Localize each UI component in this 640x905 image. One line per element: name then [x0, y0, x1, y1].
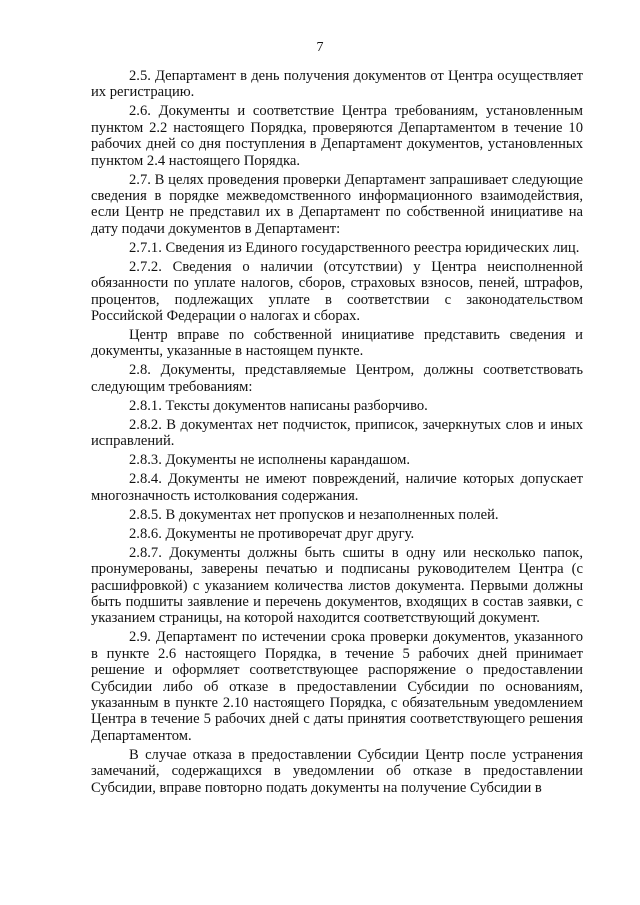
paragraph-2-8-3: 2.8.3. Документы не исполнены карандашом. [129, 452, 411, 469]
paragraph-2-8-2: 2.8.2. В документах нет подчисток, приписок, зачеркнутых слов и иных исправлений. [91, 416, 583, 450]
paragraph-2-8-5: 2.8.5. В документах нет пропусков и незаполненных полей. [129, 506, 499, 523]
paragraph-2-6: 2.6. Документы и соответствие Центра требованиям, установленным пунктом 2.2 настоящего Порядка, проверяются Департаментом в течение 10 рабочих дней со дня поступления в Департамент документов, установленных пунктом 2.4 настоящего Порядка. [91, 103, 583, 169]
paragraph-2-9: 2.9. Департамент по истечении срока проверки документов, указанного в пункте 2.6 настоящего Порядка, в течение 5 рабочих дней принимает решение и оформляет соответствующее распоряжение о предоставлении Субсидии либо об отказе в предоставлении Субсидии по основаниям, указанным в пункте 2.10 настоящего Порядка, с обязательным уведомлением Центра в течение 5 рабочих дней с даты принятия соответствующего решения Департаментом. [91, 629, 583, 744]
paragraph-2-8-4: 2.8.4. Документы не имеют повреждений, наличие которых допускает многозначность истолкования содержания. [91, 471, 583, 504]
paragraph-2-7-1: 2.7.1. Сведения из Единого государственного реестра юридических лиц. [129, 239, 580, 256]
paragraph-center-right: Центр вправе по собственной инициативе представить сведения и документы, указанные в настоящем пункте. [91, 327, 583, 360]
paragraph-refusal: В случае отказа в предоставлении Субсидии Центр после устранения замечаний, содержащихся в уведомлении об отказе в предоставлении Субсидии, вправе повторно подать документы на получение Субсидии в [91, 746, 583, 796]
paragraph-2-8: 2.8. Документы, представляемые Центром, должны соответствовать следующим требованиям: [91, 362, 583, 395]
paragraph-2-7: 2.7. В целях проведения проверки Департамент запрашивает следующие сведения в порядке межведомственного информационного взаимодействия, если Центр не представил их в Департамент по собственной инициативе на дату подачи документов в Департамент: [91, 171, 583, 237]
page-number: 7 [316, 40, 324, 55]
paragraph-2-8-6: 2.8.6. Документы не противоречат друг другу. [129, 525, 415, 542]
document-body [91, 68, 583, 799]
paragraph-2-8-7: 2.8.7. Документы должны быть сшиты в одну или несколько папок, пронумерованы, заверены печатью и подписаны руководителем Центра (с расшифровкой) с указанием количества листов документа. Первыми должны быть подшиты заявление и перечень документов, входящих в состав заявки, с указанием страницы, на которой находится соответствующий документ. [91, 544, 583, 627]
paragraph-2-7-2: 2.7.2. Сведения о наличии (отсутствии) у Центра неисполненной обязанности по уплате налогов, сборов, страховых взносов, пеней, штрафов, процентов, подлежащих уплате в соответствии с законодательством Российской Федерации о налогах и сборах. [91, 258, 583, 325]
paragraph-2-8-1: 2.8.1. Тексты документов написаны разборчиво. [129, 397, 428, 414]
paragraph-2-5: 2.5. Департамент в день получения документов от Центра осуществляет их регистрацию. [91, 68, 583, 101]
